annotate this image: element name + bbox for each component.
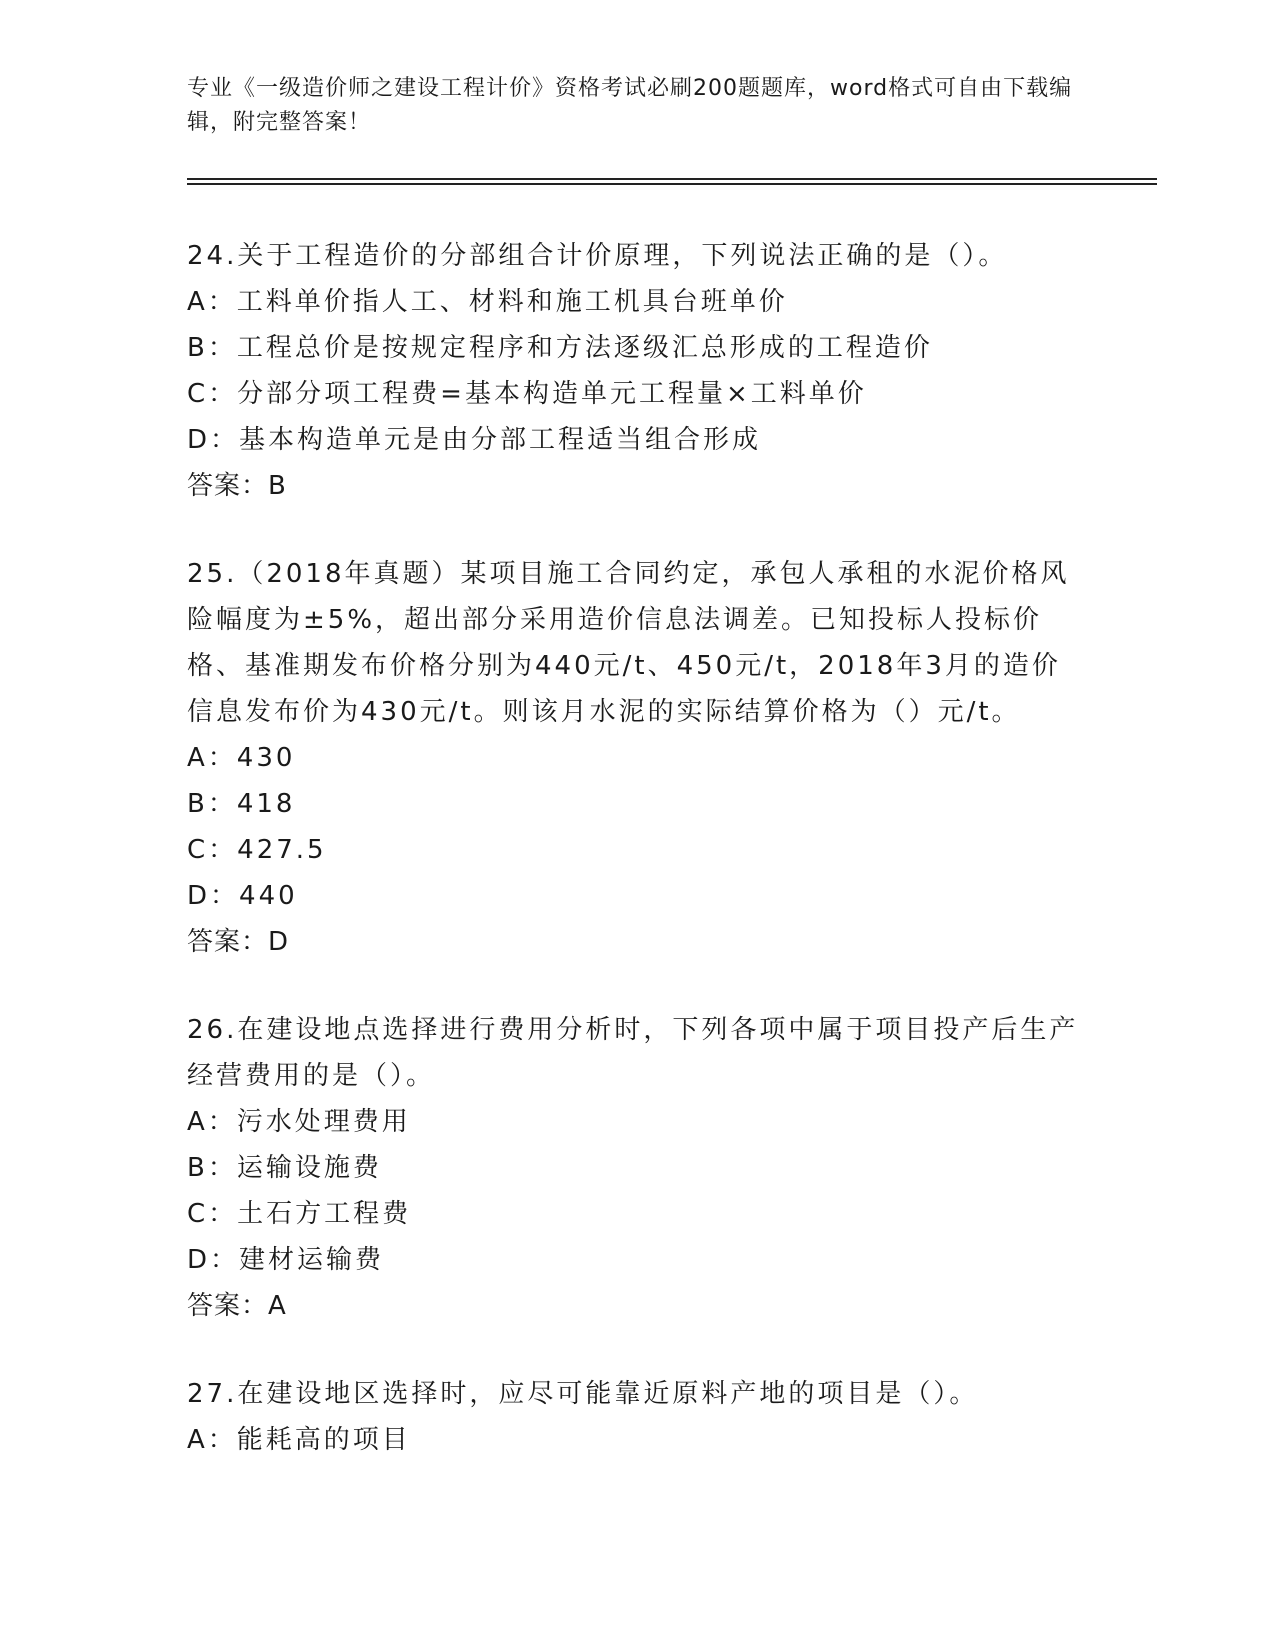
option-d: D：440 (187, 881, 298, 911)
answer-line: 答案：D (187, 927, 290, 957)
document-header: 专业《一级造价师之建设工程计价》资格考试必刷200题题库，word格式可自由下载编辑，附完整答案！ (187, 76, 1073, 135)
option-b: B：运输设施费 (187, 1153, 382, 1183)
question-text: 27.在建设地区选择时，应尽可能靠近原料产地的项目是（）。 (187, 1379, 979, 1409)
option-a: A：430 (187, 743, 296, 773)
option-b: B：工程总价是按规定程序和方法逐级汇总形成的工程造价 (187, 333, 933, 363)
question-text: 24.关于工程造价的分部组合计价原理，下列说法正确的是（）。 (187, 241, 1008, 271)
answer-line: 答案：B (187, 471, 287, 501)
question-26 (187, 1007, 1087, 1329)
answer-line: 答案：A (187, 1291, 287, 1321)
question-25 (187, 551, 1087, 965)
question-24 (187, 233, 1087, 509)
question-27 (187, 1371, 1087, 1463)
question-text: 25.（2018年真题）某项目施工合同约定，承包人承租的水泥价格风险幅度为±5%，超出部分采用造价信息法调差。已知投标人投标价格、基准期发布价格分别为440元/t、450元/t，2018年3月的造价信息发布价为430元/t。则该月水泥的实际结算价格为（）元/t。 (187, 559, 1070, 727)
option-d: D：基本构造单元是由分部工程适当组合形成 (187, 425, 762, 455)
question-text: 26.在建设地点选择进行费用分析时，下列各项中属于项目投产后生产经营费用的是（）。 (187, 1015, 1079, 1091)
option-b: B：418 (187, 789, 296, 819)
question-list (187, 233, 1087, 1505)
header-divider-bottom (187, 183, 1157, 185)
option-a: A：能耗高的项目 (187, 1425, 411, 1455)
option-c: C：427.5 (187, 835, 327, 865)
option-a: A：污水处理费用 (187, 1107, 411, 1137)
option-c: C：土石方工程费 (187, 1199, 412, 1229)
option-d: D：建材运输费 (187, 1245, 385, 1275)
option-a: A：工料单价指人工、材料和施工机具台班单价 (187, 287, 788, 317)
option-c: C：分部分项工程费=基本构造单元工程量×工料单价 (187, 379, 867, 409)
header-divider-top (187, 178, 1157, 180)
